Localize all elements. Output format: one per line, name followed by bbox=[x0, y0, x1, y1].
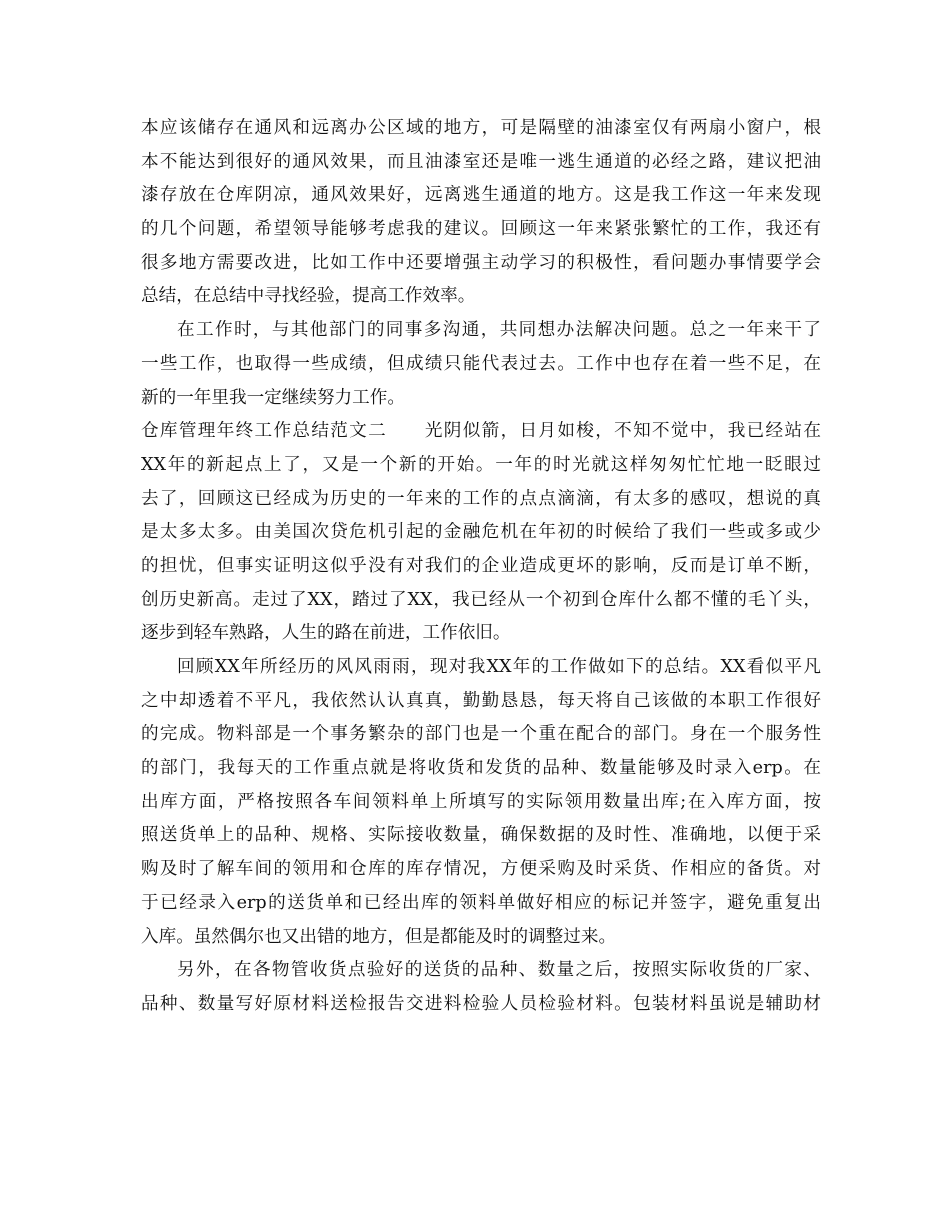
paragraph-start-line: 另外，在各物管收货点验好的送货的品种、数量之后，按照实际收货的厂家、 bbox=[177, 960, 821, 981]
text-line: 漆存放在仓库阴凉，通风效果好，远离逃生通道的地方。这是我工作这一年来发现 bbox=[141, 185, 821, 206]
text-line: 很多地方需要改进，比如工作中还要增强主动学习的积极性，看问题办事情要学会 bbox=[141, 252, 821, 273]
text-line: 总结，在总结中寻找经验，提高工作效率。 bbox=[141, 286, 476, 307]
text-line: 的担忧，但事实证明这似乎没有对我们的企业造成更坏的影响，反而是订单不断， bbox=[141, 555, 821, 576]
text-line: XX年的新起点上了，又是一个新的开始。一年的时光就这样匆匆忙忙地一眨眼过 bbox=[141, 454, 821, 475]
text-line: 去了，回顾这已经成为历史的一年来的工作的点点滴滴，有太多的感叹，想说的真 bbox=[141, 488, 821, 509]
text-line: 的完成。物料部是一个事务繁杂的部门也是一个重在配合的部门。身在一个服务性 bbox=[141, 724, 821, 745]
text-line: 本应该储存在通风和远离办公区域的地方，可是隔壁的油漆室仅有两扇小窗户，根 bbox=[141, 118, 821, 138]
text-line: 出库方面，严格按照各车间领料单上所填写的实际领用数量出库;在入库方面，按 bbox=[141, 791, 821, 812]
text-line: 本不能达到很好的通风效果，而且油漆室还是唯一逃生通道的必经之路，建议把油 bbox=[141, 151, 821, 172]
text-line: 入库。虽然偶尔也又出错的地方，但是都能及时的调整过来。 bbox=[141, 926, 617, 947]
text-line: 照送货单上的品种、规格、实际接收数量，确保数据的及时性、准确地，以便于采 bbox=[141, 825, 821, 846]
body-text bbox=[141, 112, 821, 1022]
text-line: 品种、数量写好原材料送检报告交进料检验人员检验材料。包装材料虽说是辅助材 bbox=[141, 993, 821, 1014]
section-heading-line: 仓库管理年终工作总结范文二 光阴似箭，日月如梭，不知不觉中，我已经站在 bbox=[141, 421, 821, 442]
text-line: 创历史新高。走过了XX，踏过了XX，我已经从一个初到仓库什么都不懂的毛丫头， bbox=[141, 589, 821, 610]
paragraph-start-line: 在工作时，与其他部门的同事多沟通，共同想办法解决问题。总之一年来干了 bbox=[177, 320, 821, 341]
text-line: 之中却透着不平凡，我依然认认真真，勤勤恳恳，每天将自己该做的本职工作很好 bbox=[141, 690, 821, 711]
text-line: 是太多太多。由美国次贷危机引起的金融危机在年初的时候给了我们一些或多或少 bbox=[141, 522, 821, 543]
text-line: 逐步到轻车熟路，人生的路在前进，工作依旧。 bbox=[141, 623, 511, 644]
text-line: 于已经录入erp的送货单和已经出库的领料单做好相应的标记并签字，避免重复出 bbox=[141, 892, 821, 913]
text-line: 一些工作，也取得一些成绩，但成绩只能代表过去。工作中也存在着一些不足，在 bbox=[141, 353, 821, 374]
text-line: 新的一年里我一定继续努力工作。 bbox=[141, 387, 405, 408]
text-line: 的几个问题，希望领导能够考虑我的建议。回顾这一年来紧张繁忙的工作，我还有 bbox=[141, 219, 821, 240]
paragraph-start-line: 回顾XX年所经历的风风雨雨，现对我XX年的工作做如下的总结。XX看似平凡 bbox=[177, 657, 821, 677]
text-line: 购及时了解车间的领用和仓库的库存情况，方便采购及时采货、作相应的备货。对 bbox=[141, 859, 821, 880]
text-line: 的部门，我每天的工作重点就是将收货和发货的品种、数量能够及时录入erp。在 bbox=[141, 758, 821, 779]
